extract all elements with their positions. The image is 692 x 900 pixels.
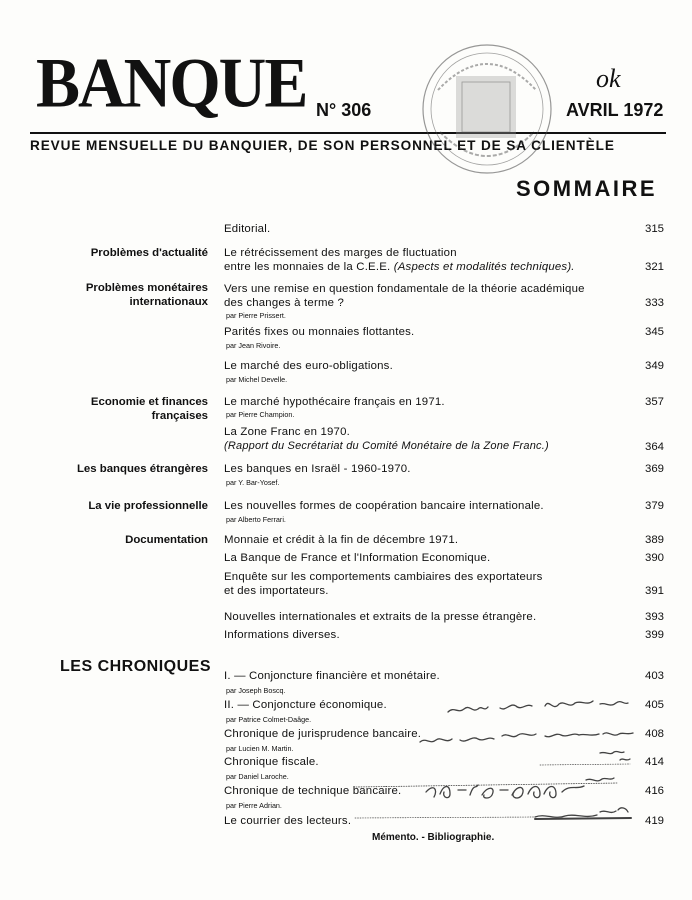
chronique-page-number: 419 (644, 815, 664, 827)
toc-entry-title: Parités fixes ou monnaies flottantes. (224, 326, 415, 338)
section-label: Economie et finances françaises (90, 396, 208, 422)
section-label: Documentation (125, 534, 208, 546)
chronique-title: II. — Conjoncture économique. (224, 699, 387, 711)
toc-entry-author: par Jean Rivoire. (226, 341, 281, 350)
toc-entry-title: Informations diverses. (224, 629, 340, 641)
toc-entry-subtitle-text: (Rapport du Secrétariat du Comité Monétaire de la Zone Franc.) (224, 440, 549, 452)
toc-entry-title: Le marché des euro-obligations. (224, 360, 393, 372)
toc-page-number: 315 (644, 223, 664, 235)
issue-date: AVRIL 1972 (566, 100, 664, 120)
tagline: REVUE MENSUELLE DU BANQUIER, DE SON PERSONNEL ET DE SA CLIENTÈLE (30, 138, 615, 153)
issue-number: N° 306 (316, 100, 372, 120)
chronique-page-number: 416 (644, 785, 664, 797)
section-label: Problèmes d'actualité (90, 247, 208, 259)
chronique-page-number: 405 (644, 699, 664, 711)
library-seal-stamp-icon (418, 40, 556, 178)
toc-entry-author: par Pierre Prissert. (226, 311, 286, 320)
chronique-author: par Pierre Adrian. (226, 801, 282, 810)
toc-entry-author: par Y. Bar-Yosef. (226, 478, 280, 487)
toc-entry-title: Le rétrécissement des marges de fluctuation (224, 247, 457, 259)
chronique-title: I. — Conjoncture financière et monétaire. (224, 670, 440, 682)
chronique-page-number: 414 (644, 756, 664, 768)
masthead-title: BANQUE (36, 43, 307, 123)
toc-page-number: 389 (644, 534, 664, 546)
toc-entry-title-line2: et des importateurs. (224, 585, 329, 597)
toc-entry-title: La Banque de France et l'Information Economique. (224, 552, 491, 564)
footer-memento: Mémento. - Bibliographie. (372, 832, 495, 843)
handwritten-mark: ok (596, 64, 621, 93)
section-label: La vie professionnelle (88, 500, 208, 512)
toc-page-number: 349 (644, 360, 664, 372)
toc-entry-author: par Pierre Champion. (226, 410, 295, 419)
toc-entry-title: Monnaie et crédit à la fin de décembre 1971. (224, 534, 459, 546)
chronique-title: Chronique de technique bancaire. (224, 785, 402, 797)
toc-page-number: 321 (644, 261, 664, 273)
toc-entry-title: La Zone Franc en 1970. (224, 426, 350, 438)
section-label: Problèmes monétaires internationaux (85, 282, 208, 308)
toc-page-number: 391 (644, 585, 664, 597)
toc-entry-title: Enquête sur les comportements cambiaires des exportateurs (224, 571, 543, 583)
toc-page-number: 369 (644, 463, 664, 475)
toc-entry-author: par Michel Develle. (226, 375, 288, 384)
toc-page-number: 345 (644, 326, 664, 338)
chronique-title: Chronique de jurisprudence bancaire. (224, 728, 422, 740)
toc-entry-title: Le marché hypothécaire français en 1971. (224, 396, 445, 408)
toc-entry-author: par Alberto Ferrari. (226, 515, 286, 524)
toc-entry-title: Nouvelles internationales et extraits de la presse étrangère. (224, 611, 537, 623)
chronique-page-number: 403 (644, 670, 664, 682)
toc-page-number: 357 (644, 396, 664, 408)
chronique-author: par Joseph Boscq. (226, 686, 286, 695)
toc-page-number: 393 (644, 611, 664, 623)
toc-entry-title: Editorial. (224, 223, 271, 235)
chronique-author: par Lucien M. Martin. (226, 744, 294, 753)
toc-page-number: 399 (644, 629, 664, 641)
toc-entry-title: Vers une remise en question fondamentale de la théorie académique (224, 283, 585, 295)
chronique-author: par Daniel Laroche. (226, 772, 289, 781)
toc-entry-subtitle (224, 439, 549, 453)
chronique-page-number: 408 (644, 728, 664, 740)
toc-entry-title-line2 (224, 260, 575, 274)
toc-page-number: 364 (644, 441, 664, 453)
toc-page-number: 379 (644, 500, 664, 512)
sommaire-heading: SOMMAIRE (516, 176, 657, 201)
section-label: Les banques étrangères (76, 463, 208, 475)
chronique-author: par Patrice Colmet-Daâge. (226, 715, 312, 724)
header-rule (30, 132, 666, 134)
toc-entry-title-line2: des changes à terme ? (224, 297, 345, 309)
toc-entry-title: Les nouvelles formes de coopération bancaire internationale. (224, 500, 544, 512)
toc-entry-title-line2-text: entre les monnaies de la C.E.E. (224, 261, 391, 273)
chronique-title: Chronique fiscale. (224, 756, 319, 768)
chroniques-heading: LES CHRONIQUES (60, 658, 212, 675)
toc-entry-title: Les banques en Israël - 1960-1970. (224, 463, 411, 475)
chronique-title: Le courrier des lecteurs. (224, 815, 352, 827)
toc-entry-subtitle: (Aspects et modalités techniques). (393, 261, 575, 273)
toc-page-number: 390 (644, 552, 664, 564)
toc-page-number: 333 (644, 297, 664, 309)
